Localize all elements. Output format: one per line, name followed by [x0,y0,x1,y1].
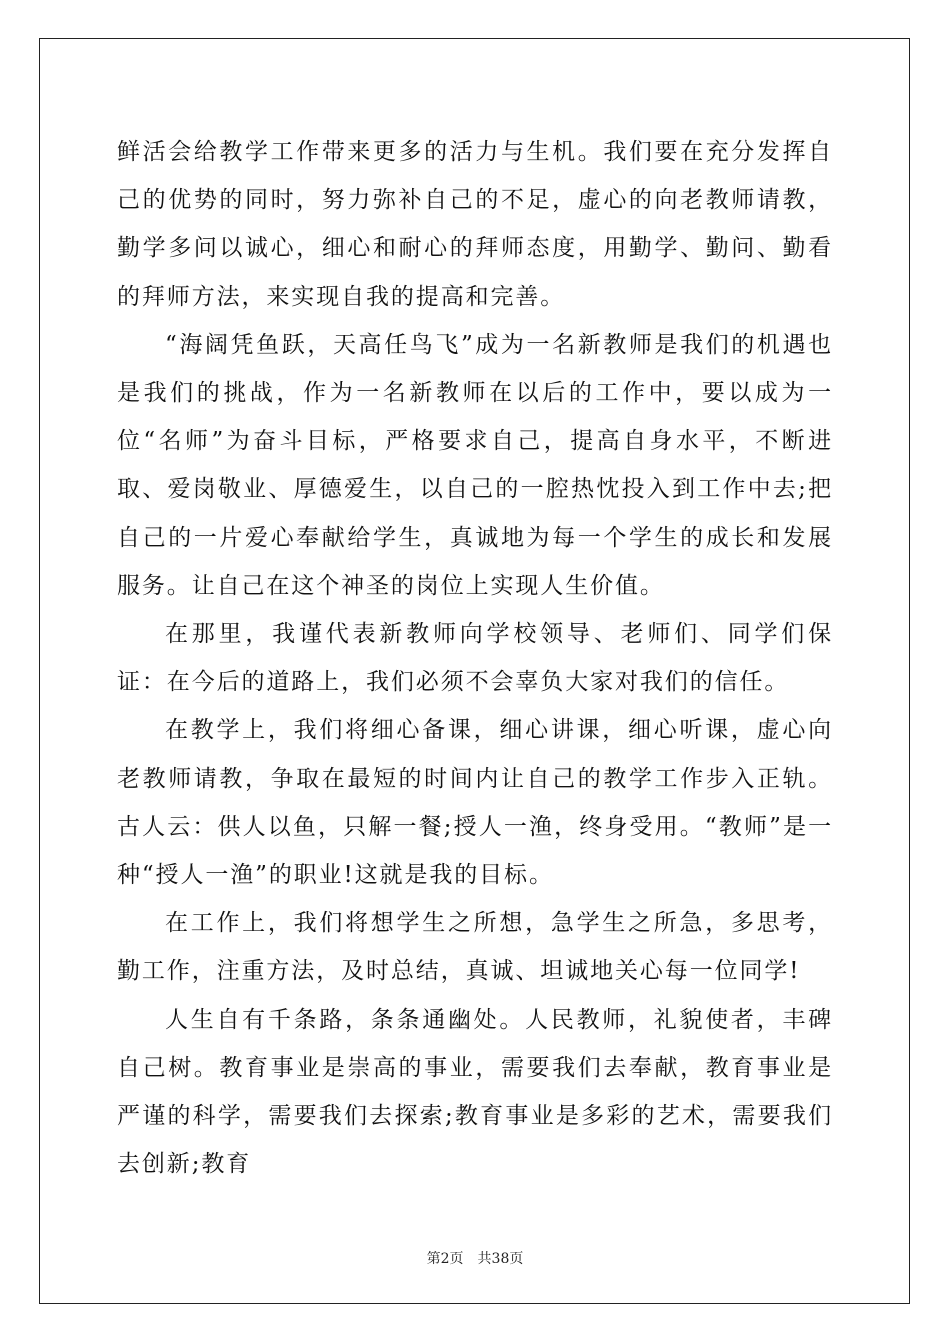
page-total: 共38页 [477,1251,524,1267]
paragraph: 在那里，我谨代表新教师向学校领导、老师们、同学们保证：在今后的道路上，我们必须不会辜负大家对我们的信任。 [117,621,833,696]
paragraph: 在教学上，我们将细心备课，细心讲课，细心听课，虚心向老教师请教，争取在最短的时间内让自己的教学工作步入正轨。古人云：供人以鱼，只解一餐;授人一渔，终身受用。“教师”是一种“授人一渔”的职业!这就是我的目标。 [117,717,833,889]
paragraph: 在工作上，我们将想学生之所想，急学生之所急，多思考，勤工作，注重方法，及时总结，真诚、坦诚地关心每一位同学! [117,910,833,985]
page-footer [0,1248,950,1268]
page-number: 第2页 [426,1251,464,1267]
paragraph: “海阔凭鱼跃，天高任鸟飞”成为一名新教师是我们的机遇也是我们的挑战，作为一名新教师在以后的工作中，要以成为一位“名师”为奋斗目标，严格要求自己，提高自身水平，不断进取、爱岗敬业、厚德爱生，以自己的一腔热忱投入到工作中去;把自己的一片爱心奉献给学生，真诚地为每一个学生的成长和发展服务。让自己在这个神圣的岗位上实现人生价值。 [117,331,833,599]
paragraph: 人生自有千条路，条条通幽处。人民教师，礼貌使者，丰碑自己树。教育事业是崇高的事业，需要我们去奉献，教育事业是严谨的科学，需要我们去探索;教育事业是多彩的艺术，需要我们去创新;教育 [117,1006,833,1178]
paragraph: 鲜活会给教学工作带来更多的活力与生机。我们要在充分发挥自己的优势的同时，努力弥补自己的不足，虚心的向老教师请教，勤学多问以诚心，细心和耐心的拜师态度，用勤学、勤问、勤看的拜师方法，来实现自我的提高和完善。 [117,139,833,310]
document-body [117,128,833,1188]
